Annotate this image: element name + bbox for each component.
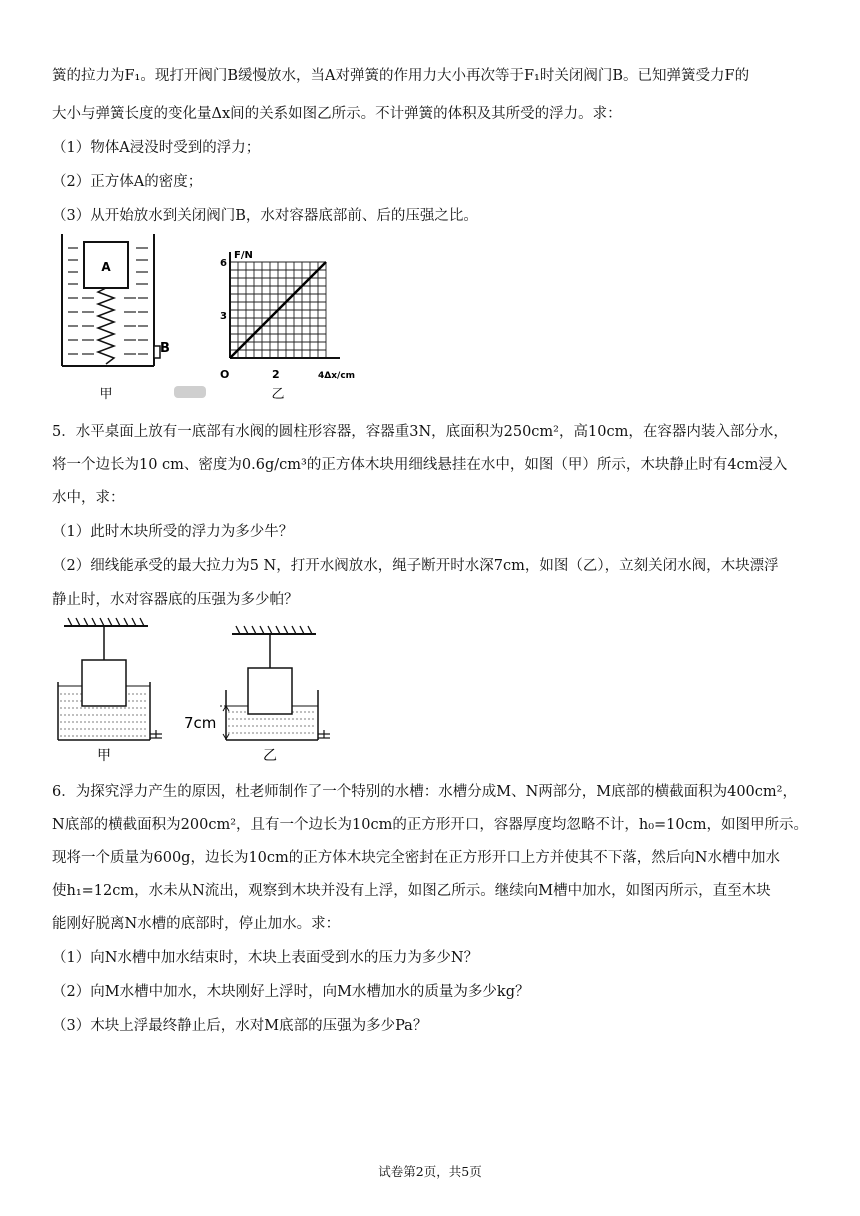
- text-line: 簧的拉力为F₁。现打开阀门B缓慢放水，当A对弹簧的作用力大小再次等于F₁时关闭阀门B。已知弹簧受力F的: [52, 68, 750, 84]
- text-line: 现将一个质量为600g，边长为10cm的正方体木块完全密封在正方形开口上方并使其不下落，然后向N水槽中加水: [52, 850, 780, 866]
- wood-block: [82, 660, 126, 706]
- text-line: （2）正方体A的密度；: [52, 174, 203, 190]
- text-line: （2）细线能承受的最大拉力为5 N，打开水阀放水，绳子断开时水深7cm，如图（乙），立刻关闭水阀，木块漂浮: [52, 558, 779, 574]
- page-footer: 试卷第2页，共5页: [378, 1164, 482, 1179]
- text-line: 静止时，水对容器底的压强为多少帕？: [52, 592, 299, 608]
- valve-icon: [150, 730, 162, 738]
- depth-arrow: [220, 706, 232, 739]
- text-line: 使h₁=12cm，水未从N流出，观察到木块并没有上浮，如图乙所示。继续向M槽中加水，如图丙所示，直至木块: [52, 883, 771, 899]
- valve-icon: [318, 730, 330, 738]
- text-line: 5．水平桌面上放有一底部有水阀的圆柱形容器，容器重3N，底面积为250cm²，高10cm，在容器内装入部分水，: [52, 424, 788, 440]
- text-line: （3）木块上浮最终静止后，水对M底部的压强为多少Pa？: [52, 1018, 428, 1034]
- block-a-label: A: [101, 260, 111, 274]
- graph-y-axis-label: F/N: [234, 250, 253, 261]
- graph-f-vs-dx: [220, 250, 355, 402]
- wood-block: [248, 668, 292, 714]
- smudge-mark: [174, 386, 206, 398]
- text-line: （1）此时木块所受的浮力为多少牛？: [52, 524, 294, 540]
- caption-jia: 甲: [97, 748, 111, 764]
- graph-x-axis-label: 4Δx/cm: [318, 371, 356, 381]
- spring: [98, 288, 114, 364]
- text-line: 能刚好脱离N水槽的底部时，停止加水。求：: [52, 916, 341, 932]
- valve-b-label: B: [160, 341, 170, 356]
- figure-problem-5: [52, 614, 342, 774]
- text-line: 6．为探究浮力产生的原因，杜老师制作了一个特别的水槽：水槽分成M、N两部分，M底部的横截面积为400cm²，: [52, 784, 797, 800]
- figure-4-svg: [50, 228, 380, 410]
- graph-y-tick-6: 6: [220, 258, 227, 269]
- depth-label: 7cm: [184, 714, 217, 732]
- text-line: N底部的横截面积为200cm²，且有一个边长为10cm的正方形开口，容器厚度均忽略不计，h₀=10cm，如图甲所示。: [52, 817, 808, 833]
- text-line: （1）物体A浸没时受到的浮力；: [52, 140, 261, 156]
- container-jia: [62, 234, 170, 402]
- setup-yi: [184, 626, 330, 764]
- text-line: 大小与弹簧长度的变化量Δx间的关系如图乙所示。不计弹簧的体积及其所受的浮力。求：: [52, 106, 622, 122]
- graph-x-tick-2: 2: [272, 368, 280, 381]
- graph-origin-label: O: [220, 368, 230, 381]
- text-line: （2）向M水槽中加水，木块刚好上浮时，向M水槽加水的质量为多少kg？: [52, 984, 530, 1000]
- graph-y-tick-3: 3: [220, 311, 227, 322]
- text-line: 水中，求：: [52, 490, 125, 506]
- caption-yi: 乙: [263, 748, 277, 764]
- figure-problem-4: [50, 228, 380, 414]
- figure-5-svg: [52, 614, 342, 770]
- text-line: 将一个边长为10 cm、密度为0.6g/cm³的正方体木块用细线悬挂在水中，如图（甲）所示，木块静止时有4cm浸入: [52, 457, 788, 473]
- text-line: （1）向N水槽中加水结束时，木块上表面受到水的压力为多少N？: [52, 950, 479, 966]
- text-line: （3）从开始放水到关闭阀门B，水对容器底部前、后的压强之比。: [52, 208, 478, 224]
- setup-jia: [58, 618, 162, 764]
- caption-yi: 乙: [271, 387, 285, 402]
- caption-jia: 甲: [99, 387, 113, 402]
